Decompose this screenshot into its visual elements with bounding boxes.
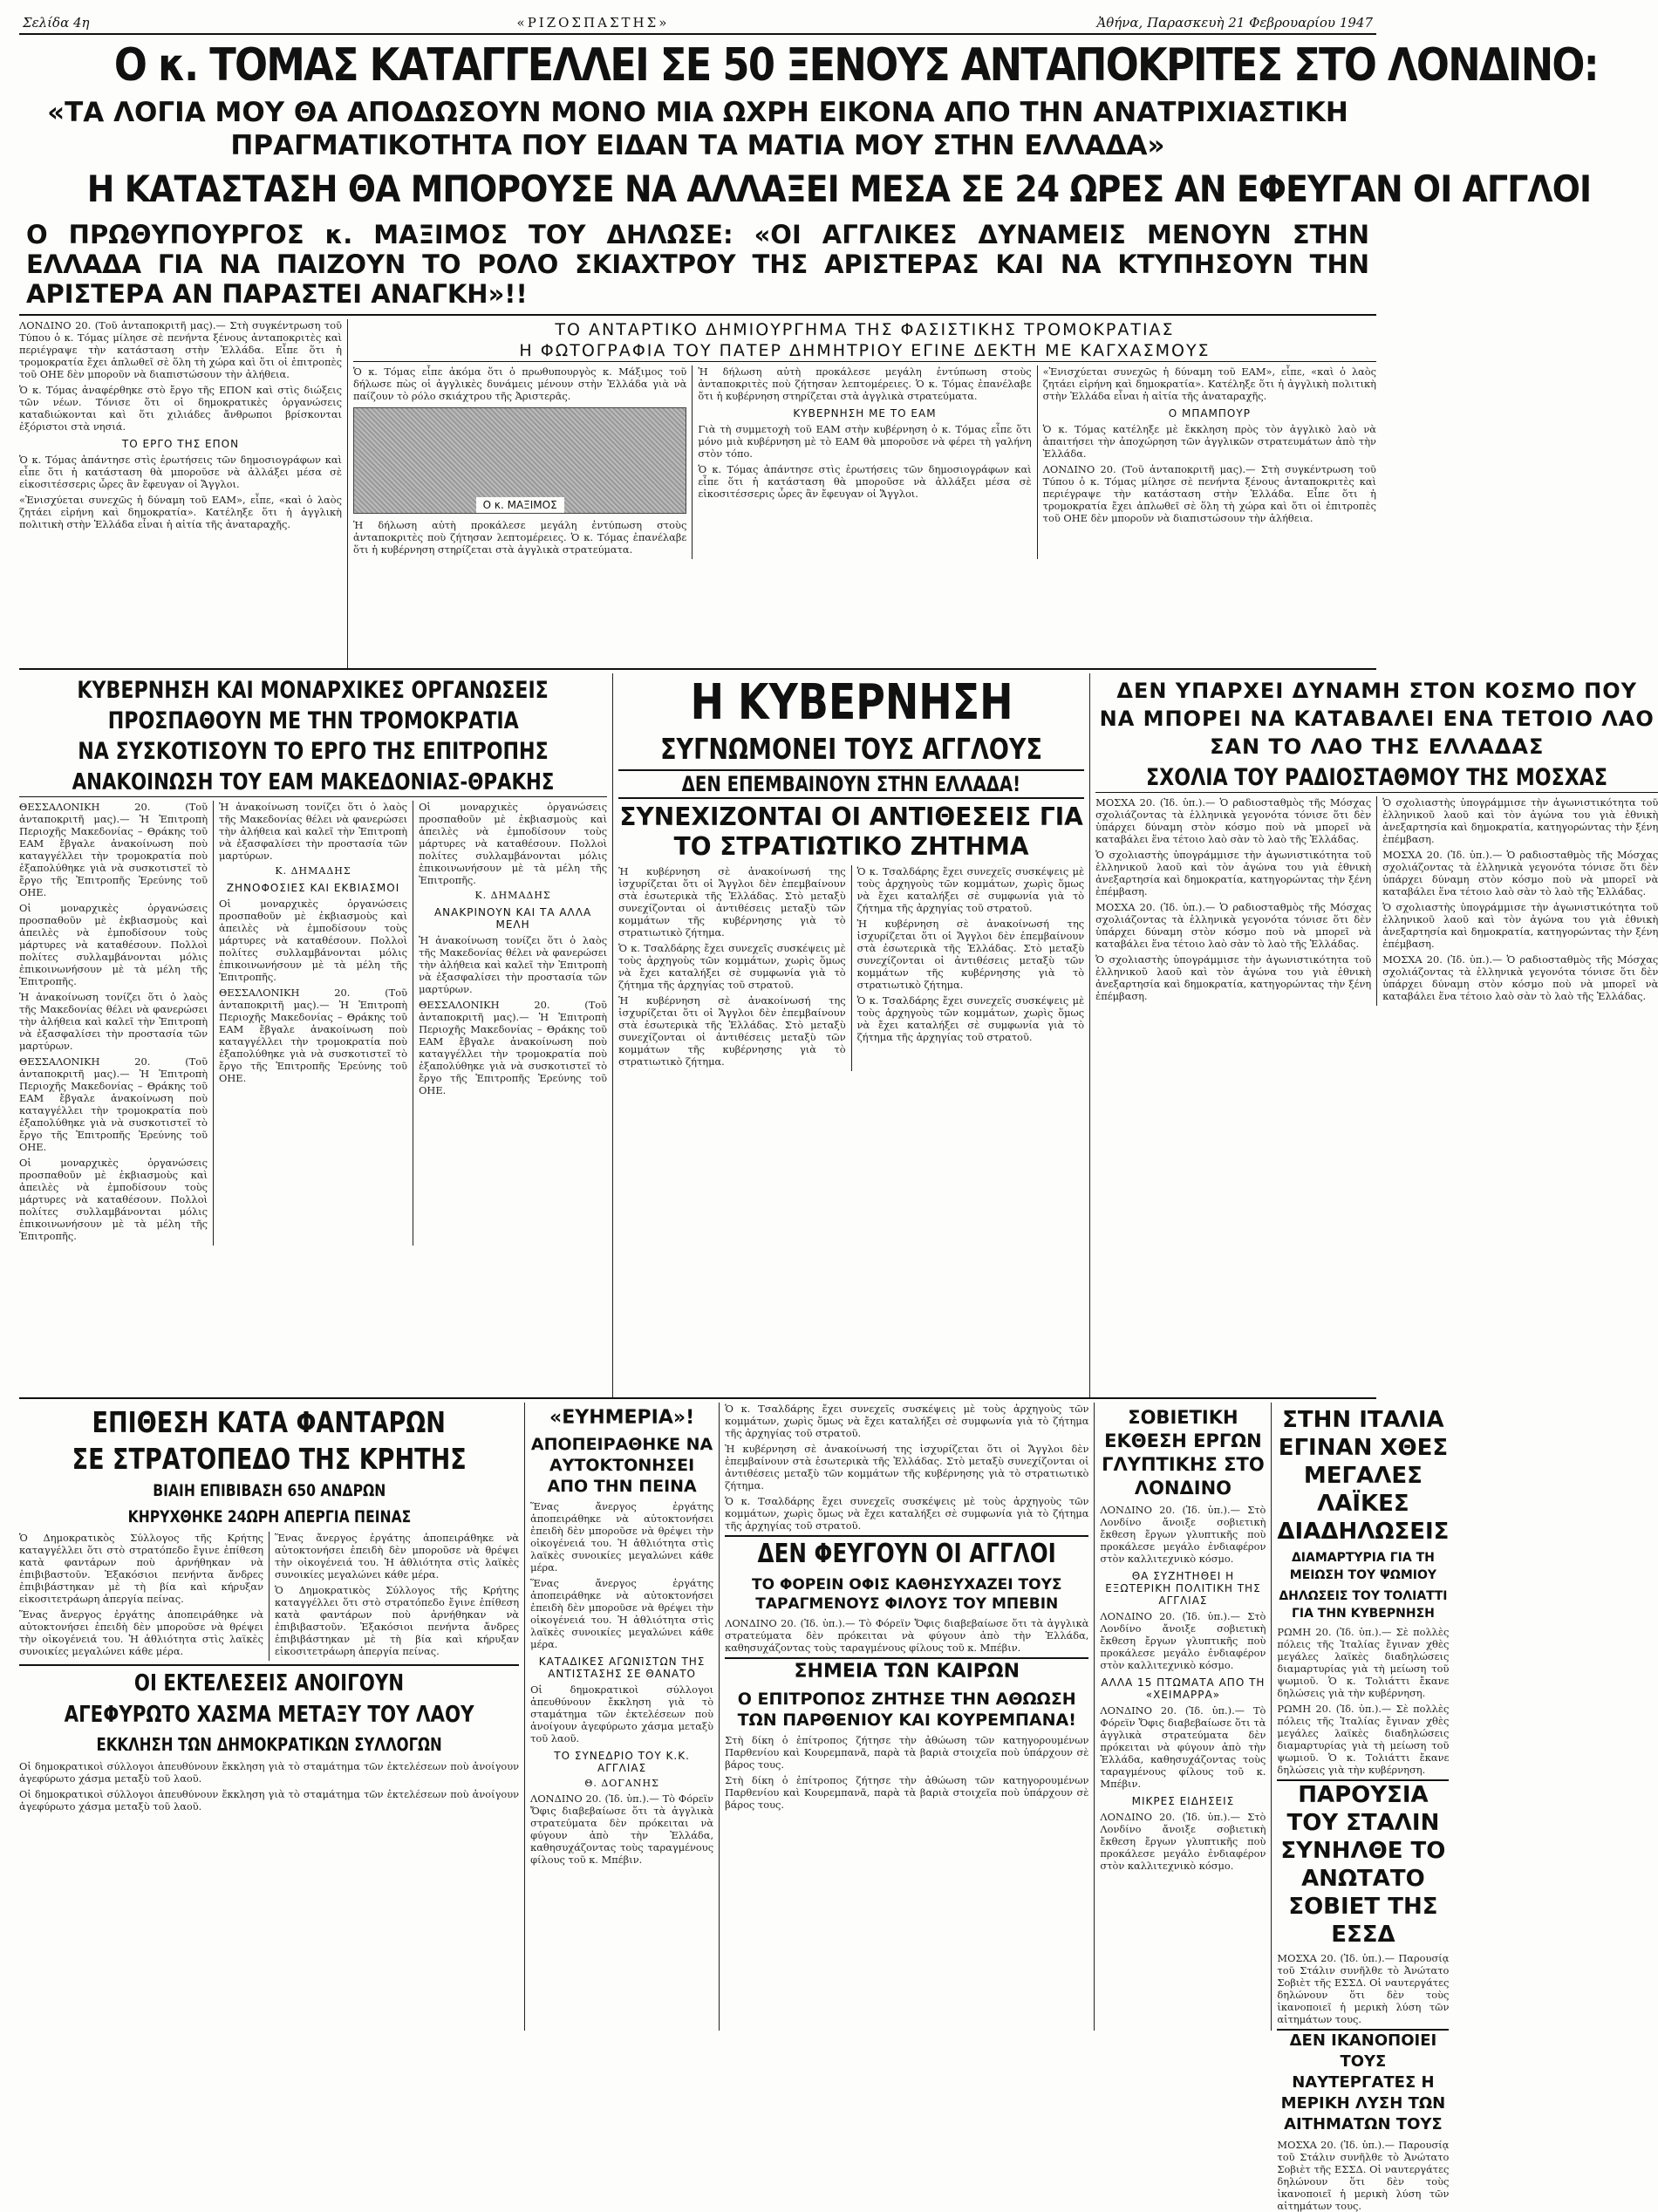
lead-subheadline-maximos: Ο ΠΡΩΘΥΠΟΥΡΓΟΣ κ. ΜΑΞΙΜΟΣ ΤΟΥ ΔΗΛΩΣΕ: «ΟΙ ΑΓΓΛΙΚΕΣ ΔΥΝΑΜΕΙΣ ΜΕΝΟΥΝ ΣΤΗΝ ΕΛΛΑΔΑ ΓΙΑ ΝΑ ΠΑΙΖΟΥΝ ΤΟ ΡΟΛΟ ΣΚΙΑΧΤΡΟΥ ΤΗΣ ΑΡΙΣΤΕΡΑΣ ΚΑΙ ΝΑ ΚΤΥΠΗΣΟΥΝ ΤΗΝ ΑΡΙΣΤΕΡΑ ΑΝ ΠΑΡΑΣΤΕΙ ΑΝΑΓΚΗ»!! <box>26 220 1369 309</box>
lead-inner-row <box>353 365 1376 559</box>
subhead-kke: ΚΥΒΕΡΝΗΣΗ ΜΕ ΤΟ ΕΑΜ <box>793 407 937 420</box>
article-paragraph: ΛΟΝΔΙΝΟ 20. (Ἰδ. ὑπ.).— Στὸ Λονδίνο ἄνοιξε σοβιετικὴ ἔκθεση ἔργων γλυπτικῆς ποὺ προκάλεσε μεγάλο ἐνδιαφέρον στὸν καλλιτεχνικὸ κόσμο. <box>1100 1504 1266 1565</box>
moscow-col-1 <box>1095 796 1371 1006</box>
article-paragraph: Στὴ δίκη ὁ ἐπίτροπος ζήτησε τὴν ἀθώωση τῶν κατηγορουμένων Παρθενίου καὶ Κουρεμπανᾶ, παρὰ τὰ βαριὰ στοιχεῖα ποὺ ὑπάρχουν σὲ βάρος τους. <box>725 1734 1089 1771</box>
article-paragraph: ΜΟΣΧΑ 20. (Ἰδ. ὑπ.).— Ὁ ραδιοσταθμὸς τῆς Μόσχας σχολιάζοντας τὰ ἑλληνικὰ γεγονότα τόνισε ὅτι δὲν ὑπάρχει δύναμη στὸν κόσμο ποὺ νὰ μπορεῖ νὰ καταβάλει ἕνα τέτοιο λαὸ σὰν τὸ λαὸ τῆς Ἑλλάδας. <box>1095 901 1372 950</box>
lead-col-3 <box>692 365 1031 559</box>
article-subheadline-2: ΔΗΛΩΣΕΙΣ ΤΟΥ ΤΟΛΙΑΤΤΙ ΓΙΑ ΤΗΝ ΚΥΒΕΡΝΗΣΗ <box>1279 1589 1448 1621</box>
article-paragraph: ΘΕΣΣΑΛΟΝΙΚΗ 20. (Τοῦ ἀνταποκριτῆ μας).— Ἡ Ἐπιτροπὴ Περιοχῆς Μακεδονίας – Θράκης τοῦ ΕΑΜ ἔβγαλε ἀνακοίνωση ποὺ καταγγέλλει τὴν τρομοκρατία ποὺ ἐξαπολύθηκε γιὰ νὰ συσκοτιστεῖ τὸ ἔργο τῆς Ἐπιτροπῆς Ἐρεύνης τοῦ ΟΗΕ. <box>419 999 608 1096</box>
article-headline: Η ΚΥΒΕΡΝΗΣΗ <box>690 674 1013 731</box>
subhead-cheimarra: ΑΛΛΑ 15 ΠΤΩΜΑΤΑ ΑΠΟ ΤΗ «ΧΕΙΜΑΡΡΑ» <box>1101 1676 1266 1701</box>
article-headline: ΟΙ ΕΚΤΕΛΕΣΕΙΣ ΑΝΟΙΓΟΥΝ <box>133 1670 405 1697</box>
article-paragraph: Ἕνας ἄνεργος ἐργάτης ἀποπειράθηκε νὰ αὐτοκτονήσει ἐπειδὴ δὲν μποροῦσε νὰ θρέψει τὴν οἰκογένειά του. Ἡ ἀθλιότητα στὶς λαϊκὲς συνοικίες μεγαλώνει κάθε μέρα. <box>530 1577 714 1650</box>
lead-col-2 <box>353 365 686 559</box>
article-headline: ΔΕΝ ΥΠΑΡΧΕΙ ΔΥΝΑΜΗ ΣΤΟΝ ΚΟΣΜΟ ΠΟΥ ΝΑ ΜΠΟΡΕΙ ΝΑ ΚΑΤΑΒΑΛΕΙ ΕΝΑ ΤΕΤΟΙΟ ΛΑΟ ΣΑΝ ΤΟ ΛΑΟ ΤΗΣ ΕΛΛΑΔΑΣ <box>1099 679 1655 759</box>
article-paragraph: ΡΩΜΗ 20. (Ἰδ. ὑπ.).— Σὲ πολλὲς πόλεις τῆς Ἰταλίας ἔγιναν χθὲς μεγάλες λαϊκὲς διαδηλώσεις διαμαρτυρίας γιὰ τὴ μείωση τοῦ ψωμιοῦ. Ὁ κ. Τολιάττι ἔκανε δηλώσεις γιὰ τὴν κυβέρνηση. <box>1277 1703 1450 1776</box>
eam-col-2 <box>213 801 407 1246</box>
article-signature: Θ. ΔΟΓΑΝΗΣ <box>584 1778 659 1789</box>
article-paragraph: ΘΕΣΣΑΛΟΝΙΚΗ 20. (Τοῦ ἀνταποκριτῆ μας).— Ἡ Ἐπιτροπὴ Περιοχῆς Μακεδονίας – Θράκης τοῦ ΕΑΜ ἔβγαλε ἀνακοίνωση ποὺ καταγγέλλει τὴν τρομοκρατία ποὺ ἐξαπολύθηκε γιὰ νὰ συσκοτιστεῖ τὸ ἔργο τῆς Ἐπιτροπῆς Ἐρεύνης τοῦ ΟΗΕ. <box>19 1055 208 1153</box>
subhead-epon: ΤΟ ΕΡΓΟ ΤΗΣ ΕΠΟΝ <box>121 438 240 450</box>
article-executions <box>19 1664 519 1813</box>
article-crete <box>19 1403 519 2031</box>
article-headline: ΕΠΙΘΕΣΗ ΚΑΤΑ ΦΑΝΤΑΡΩΝ <box>92 1405 447 1439</box>
article-paragraph: Ἡ κυβέρνηση σὲ ἀνακοίνωσή της ἰσχυρίζεται ὅτι οἱ Ἄγγλοι δὲν ἐπεμβαίνουν στὰ ἐσωτερικὰ τῆς Ἑλλάδας. Στὸ μεταξὺ συνεχίζονται οἱ ἀντιθέσεις μεταξὺ τῶν κομμάτων τῆς κυβέρνησης γιὰ τὸ στρατιωτικὸ ζήτημα. <box>618 865 846 939</box>
article-signature: Κ. ΔΗΜΑΔΗΣ <box>275 865 351 877</box>
government-col-2 <box>851 865 1085 1071</box>
photo-caption: Ο κ. ΜΑΞΙΜΟΣ <box>476 497 564 513</box>
crete-col-1 <box>19 1532 263 1661</box>
article-headline: ΚΥΒΕΡΝΗΣΗ ΚΑΙ ΜΟΝΑΡΧΙΚΕΣ ΟΡΓΑΝΩΣΕΙΣ <box>77 677 549 704</box>
article-signature: Κ. ΔΗΜΑΔΗΣ <box>474 890 551 901</box>
article-paragraph: Ὁ κ. Τσαλδάρης ἔχει συνεχεῖς συσκέψεις μὲ τοὺς ἀρχηγοὺς τῶν κομμάτων, χωρὶς ὅμως νὰ ἔχει καταλήξει σὲ συμφωνία γιὰ τὸ ζήτημα τῆς ἀρχηγίας τοῦ στρατοῦ. <box>856 994 1085 1043</box>
article-headline: ΣΤΗΝ ΙΤΑΛΙΑ ΕΓΙΝΑΝ ΧΘΕΣ ΜΕΓΑΛΕΣ ΛΑΪΚΕΣ ΔΙΑΔΗΛΩΣΕΙΣ <box>1277 1407 1450 1545</box>
article-subheadline: ΔΙΑΜΑΡΤΥΡΙΑ ΓΙΑ ΤΗ ΜΕΙΩΣΗ ΤΟΥ ΨΩΜΙΟΥ <box>1289 1551 1436 1582</box>
article-evimeria <box>524 1403 713 2031</box>
lead-col-right <box>347 319 1376 668</box>
article-paragraph: ΜΟΣΧΑ 20. (Ἰδ. ὑπ.).— Ὁ ραδιοσταθμὸς τῆς Μόσχας σχολιάζοντας τὰ ἑλληνικὰ γεγονότα τόνισε ὅτι δὲν ὑπάρχει δύναμη στὸν κόσμο ποὺ νὰ μπορεῖ νὰ καταβάλει ἕνα τέτοιο λαὸ σὰν τὸ λαὸ τῆς Ἑλλάδας. <box>1382 849 1658 898</box>
photo-heading: ΤΟ ΑΝΤΑΡΤΙΚΟ ΔΗΜΙΟΥΡΓΗΜΑ ΤΗΣ ΦΑΣΙΣΤΙΚΗΣ ΤΡΟΜΟΚΡΑΤΙΑΣ <box>555 320 1175 339</box>
article-paragraph: Ὁ σχολιαστὴς ὑπογράμμισε τὴν ἀγωνιστικότητα τοῦ ἑλληνικοῦ λαοῦ καὶ τὸν ἀγώνα του γιὰ ἐθνικὴ ἀνεξαρτησία καὶ δημοκρατία, κατηγορώντας τὴν ξένη ἐπέμβαση. <box>1095 953 1372 1002</box>
article-paragraph: Ἡ κυβέρνηση σὲ ἀνακοίνωσή της ἰσχυρίζεται ὅτι οἱ Ἄγγλοι δὲν ἐπεμβαίνουν στὰ ἐσωτερικὰ τῆς Ἑλλάδας. Στὸ μεταξὺ συνεχίζονται οἱ ἀντιθέσεις μεταξὺ τῶν κομμάτων τῆς κυβέρνησης γιὰ τὸ στρατιωτικὸ ζήτημα. <box>618 994 846 1068</box>
lead-paragraph: Ὁ κ. Τόμας ἀπάντησε στὶς ἐρωτήσεις τῶν δημοσιογράφων καὶ εἶπε ὅτι ἡ κατάσταση θὰ μποροῦσε νὰ ἀλλάξει μέσα σὲ εἰκοσιτέσσερις ὧρες ἂν ἔφευγαν οἱ Ἄγγλοι. <box>19 454 342 490</box>
crete-col-2 <box>269 1532 519 1661</box>
article-headline-stalin: ΠΑΡΟΥΣΙΑ ΤΟΥ ΣΤΑΛΙΝ ΣΥΝΗΛΘΕ ΤΟ ΑΝΩΤΑΤΟ ΣΟΒΙΕΤ ΤΗΣ ΕΣΣΔ <box>1277 1779 1449 1949</box>
article-paragraph: Ὁ κ. Τσαλδάρης ἔχει συνεχεῖς συσκέψεις μὲ τοὺς ἀρχηγοὺς τῶν κομμάτων, χωρὶς ὅμως νὰ ἔχει καταλήξει σὲ συμφωνία γιὰ τὸ ζήτημα τῆς ἀρχηγίας τοῦ στρατοῦ. <box>618 942 846 991</box>
article-paragraph: ΛΟΝΔΙΝΟ 20. (Ἰδ. ὑπ.).— Στὸ Λονδίνο ἄνοιξε σοβιετικὴ ἔκθεση ἔργων γλυπτικῆς ποὺ προκάλεσε μεγάλο ἐνδιαφέρον στὸν καλλιτεχνικὸ κόσμο. <box>1100 1811 1266 1872</box>
lead-paragraph: Γιὰ τὴ συμμετοχὴ τοῦ ΕΑΜ στὴν κυβέρνηση ὁ κ. Τόμας εἶπε ὅτι μόνο μιὰ κυβέρνηση μὲ τὸ ΕΑΜ θὰ μποροῦσε νὰ φέρει τὴ γαλήνη στὸν τόπο. <box>698 423 1032 460</box>
article-government <box>612 673 1084 1397</box>
article-paragraph: Ἡ ἀνακοίνωση τονίζει ὅτι ὁ λαὸς τῆς Μακεδονίας θέλει νὰ φανερώσει τὴν ἀλήθεια καὶ καλεῖ τὴν Ἐπιτροπὴ νὰ ἐξασφαλίσει τὴν προστασία τῶν μαρτύρων. <box>419 934 608 995</box>
article-headline: «ΕΥΗΜΕΡΙΑ»! <box>549 1407 695 1429</box>
article-paragraph: Οἱ μοναρχικὲς ὀργανώσεις προσπαθοῦν μὲ ἐκβιασμοὺς καὶ ἀπειλὲς νὰ ἐμποδίσουν τοὺς μάρτυρες νὰ καταθέσουν. Πολλοὶ πολίτες συλλαμβάνονται μόλις ἐπικοινωνήσουν μὲ τὰ μέλη τῆς Ἐπιτροπῆς. <box>219 898 408 983</box>
article-paragraph: Ὁ κ. Τσαλδάρης ἔχει συνεχεῖς συσκέψεις μὲ τοὺς ἀρχηγοὺς τῶν κομμάτων, χωρὶς ὅμως νὰ ἔχει καταλήξει σὲ συμφωνία γιὰ τὸ ζήτημα τῆς ἀρχηγίας τοῦ στρατοῦ. <box>725 1403 1089 1439</box>
article-paragraph: Στὴ δίκη ὁ ἐπίτροπος ζήτησε τὴν ἀθώωση τῶν κατηγορουμένων Παρθενίου καὶ Κουρεμπανᾶ, παρὰ τὰ βαριὰ στοιχεῖα ποὺ ὑπάρχουν σὲ βάρος τους. <box>725 1774 1089 1811</box>
article-subheadline: ΕΚΚΛΗΣΗ ΤΩΝ ΔΗΜΟΚΡΑΤΙΚΩΝ ΣΥΛΛΟΓΩΝ <box>96 1734 442 1755</box>
photo-heading-2: Η ΦΩΤΟΓΡΑΦΙΑ ΤΟΥ ΠΑΤΕΡ ΔΗΜΗΤΡΙΟΥ ΕΓΙΝΕ ΔΕΚΤΗ ΜΕ ΚΑΓΧΑΣΜΟΥΣ <box>353 340 1376 362</box>
article-eam-macedonia <box>19 673 607 1397</box>
lead-paragraph: Ὁ κ. Τόμας ἀναφέρθηκε στὸ ἔργο τῆς ΕΠΟΝ καὶ στὶς διώξεις τῶν νέων. Τόνισε ὅτι οἱ δημοκρατικὲς ὀργανώσεις καταδιώκονται καὶ ὅτι χιλιάδες ἄνθρωποι βρίσκονται ἐξόριστοι στὰ νησιά. <box>19 384 342 433</box>
article-paragraph: Ὁ κ. Τσαλδάρης ἔχει συνεχεῖς συσκέψεις μὲ τοὺς ἀρχηγοὺς τῶν κομμάτων, χωρὶς ὅμως νὰ ἔχει καταλήξει σὲ συμφωνία γιὰ τὸ ζήτημα τῆς ἀρχηγίας τοῦ στρατοῦ. <box>856 865 1085 914</box>
lower-section <box>19 1397 1450 2212</box>
article-paragraph: ΘΕΣΣΑΛΟΝΙΚΗ 20. (Τοῦ ἀνταποκριτῆ μας).— Ἡ Ἐπιτροπὴ Περιοχῆς Μακεδονίας – Θράκης τοῦ ΕΑΜ ἔβγαλε ἀνακοίνωση ποὺ καταγγέλλει τὴν τρομοκρατία ποὺ ἐξαπολύθηκε γιὰ νὰ συσκοτιστεῖ τὸ ἔργο τῆς Ἐπιτροπῆς Ἐρεύνης τοῦ ΟΗΕ. <box>219 987 408 1084</box>
moscow-col-2 <box>1376 796 1658 1006</box>
newspaper-page <box>19 9 1658 2212</box>
subhead-threats: ΖΗΝΟΦΟΣΙΕΣ ΚΑΙ ΕΚΒΙΑΣΜΟΙ <box>226 882 400 894</box>
article-paragraph: ΜΟΣΧΑ 20. (Ἰδ. ὑπ.).— Παρουσίᾳ τοῦ Στάλιν συνῆλθε τὸ Ἀνώτατο Σοβιὲτ τῆς ΕΣΣΔ. Οἱ ναυτεργάτες δηλώνουν ὅτι δὲν τοὺς ἱκανοποιεῖ ἡ μερικὴ λύση τῶν αἰτημάτων τους. <box>1277 1952 1450 2025</box>
article-headline-2: ΣΕ ΣΤΡΑΤΟΠΕΔΟ ΤΗΣ ΚΡΗΤΗΣ <box>72 1442 467 1476</box>
article-paragraph: ΜΟΣΧΑ 20. (Ἰδ. ὑπ.).— Παρουσίᾳ τοῦ Στάλιν συνῆλθε τὸ Ἀνώτατο Σοβιὲτ τῆς ΕΣΣΔ. Οἱ ναυτεργάτες δηλώνουν ὅτι δὲν τοὺς ἱκανοποιεῖ ἡ μερικὴ λύση τῶν αἰτημάτων τους. <box>1277 2139 1450 2212</box>
lead-headline: Ο κ. ΤΟΜΑΣ ΚΑΤΑΓΓΕΛΛΕΙ ΣΕ 50 ΞΕΝΟΥΣ ΑΝΤΑΠΟΚΡΙΤΕΣ ΣΤΟ ΛΟΝΔΙΝΟ: <box>113 39 1598 92</box>
article-moscow-radio <box>1089 673 1658 1397</box>
article-paragraph: Οἱ δημοκρατικοὶ σύλλογοι ἀπευθύνουν ἔκκληση γιὰ τὸ σταμάτημα τῶν ἐκτελέσεων ποὺ ἀνοίγουν ἀγεφύρωτο χάσμα μεταξὺ τοῦ λαοῦ. <box>530 1683 714 1744</box>
issue-date: Ἀθήνα, Παρασκευὴ 21 Φεβρουαρίου 1947 <box>1096 15 1373 31</box>
lead-paragraph: Ὁ κ. Τόμας κατέληξε μὲ ἔκκληση πρὸς τὸν ἀγγλικὸ λαὸ νὰ ἀπαιτήσει τὴν ἀποχώρηση τῶν ἀγγλικῶν στρατευμάτων ἀπὸ τὴν Ἑλλάδα. <box>1042 423 1376 460</box>
article-paragraph: ΜΟΣΧΑ 20. (Ἰδ. ὑπ.).— Ὁ ραδιοσταθμὸς τῆς Μόσχας σχολιάζοντας τὰ ἑλληνικὰ γεγονότα τόνισε ὅτι δὲν ὑπάρχει δύναμη στὸν κόσμο ποὺ νὰ μπορεῖ νὰ καταβάλει ἕνα τέτοιο λαὸ σὰν τὸ λαὸ τῆς Ἑλλάδας. <box>1382 953 1658 1002</box>
article-paragraph: Ὁ σχολιαστὴς ὑπογράμμισε τὴν ἀγωνιστικότητα τοῦ ἑλληνικοῦ λαοῦ καὶ τὸν ἀγώνα του γιὰ ἐθνικὴ ἀνεξαρτησία καὶ δημοκρατία, κατηγορώντας τὴν ξένη ἐπέμβαση. <box>1382 901 1658 950</box>
lead-paragraph: Ἡ δήλωση αὐτὴ προκάλεσε μεγάλη ἐντύπωση στοὺς ἀνταποκριτὲς ποὺ ζήτησαν λεπτομέρειες. Ὁ κ. Τόμας ἐπανέλαβε ὅτι ἡ κυβέρνηση στηρίζεται στὰ ἀγγλικὰ στρατεύματα. <box>353 519 687 556</box>
article-paragraph: Οἱ μοναρχικὲς ὀργανώσεις προσπαθοῦν μὲ ἐκβιασμοὺς καὶ ἀπειλὲς νὰ ἐμποδίσουν τοὺς μάρτυρες νὰ καταθέσουν. Πολλοὶ πολίτες συλλαμβάνονται μόλις ἐπικοινωνήσουν μὲ τὰ μέλη τῆς Ἐπιτροπῆς. <box>19 902 208 987</box>
article-subheadline: ΣΥΝΕΧΙΖΟΝΤΑΙ ΟΙ ΑΝΤΙΘΕΣΕΙΣ ΓΙΑ ΤΟ ΣΤΡΑΤΙΩΤΙΚΟ ΖΗΤΗΜΑ <box>619 802 1083 861</box>
lead-col-4 <box>1037 365 1376 559</box>
government-columns <box>618 865 1084 1071</box>
subhead-congress: ΤΟ ΣΥΝΕΔΡΙΟ ΤΟΥ Κ.Κ. ΑΓΓΛΙΑΣ <box>554 1750 690 1774</box>
photo-maximos <box>353 407 686 514</box>
moscow-columns <box>1095 796 1658 1006</box>
government-col-1 <box>618 865 846 1071</box>
subhead-sentences: ΚΑΤΑΔΙΚΕΣ ΑΓΩΝΙΣΤΩΝ ΤΗΣ ΑΝΤΙΣΤΑΣΗΣ ΣΕ ΘΑΝΑΤΟ <box>538 1656 706 1680</box>
article-headline-2: ΑΓΕΦΥΡΩΤΟ ΧΑΣΜΑ ΜΕΤΑΞΥ ΤΟΥ ΛΑΟΥ <box>64 1702 474 1728</box>
article-paragraph: ΛΟΝΔΙΝΟ 20. (Ἰδ. ὑπ.).— Στὸ Λονδίνο ἄνοιξε σοβιετικὴ ἔκθεση ἔργων γλυπτικῆς ποὺ προκάλεσε μεγάλο ἐνδιαφέρον στὸν καλλιτεχνικὸ κόσμο. <box>1100 1610 1266 1671</box>
lead-paragraph: ΛΟΝΔΙΝΟ 20. (Τοῦ ἀνταποκριτῆ μας).— Στὴ συγκέντρωση τοῦ Τύπου ὁ κ. Τόμας μίλησε σὲ πενήντα ξένους ἀνταποκριτὲς καὶ περιέγραψε τὴν κατάσταση στὴν Ἑλλάδα. Εἶπε ὅτι ἡ τρομοκρατία ἔχει ἁπλωθεῖ σὲ ὅλη τὴ χώρα καὶ ὅτι οἱ ἐπιτροπὲς τοῦ ΟΗΕ δὲν μποροῦν νὰ διαπιστώσουν τὴν ἀλήθεια. <box>19 319 342 380</box>
article-paragraph: Ὁ κ. Τσαλδάρης ἔχει συνεχεῖς συσκέψεις μὲ τοὺς ἀρχηγοὺς τῶν κομμάτων, χωρὶς ὅμως νὰ ἔχει καταλήξει σὲ συμφωνία γιὰ τὸ ζήτημα τῆς ἀρχηγίας τοῦ στρατοῦ. <box>725 1495 1089 1532</box>
article-headline-seamen: ΔΕΝ ΙΚΑΝΟΠΟΙΕΙ ΤΟΥΣ ΝΑΥΤΕΡΓΑΤΕΣ Η ΜΕΡΙΚΗ ΛΥΣΗ ΤΩΝ ΑΙΤΗΜΑΤΩΝ ΤΟΥΣ <box>1277 2029 1449 2135</box>
lead-paragraph: Ὁ κ. Τόμας εἶπε ἀκόμα ὅτι ὁ πρωθυπουργὸς κ. Μάξιμος τοῦ δήλωσε πὼς οἱ ἀγγλικὲς δυνάμεις μένουν στὴν Ἑλλάδα γιὰ νὰ παίζουν τὸ ρόλο σκιάχτρου τῆς Ἀριστερᾶς. <box>353 365 687 402</box>
article-headline-2: ΣΥΓΝΩΜΟΝΕΙ ΤΟΥΣ ΑΓΓΛΟΥΣ <box>660 732 1043 766</box>
lead-paragraph: ΛΟΝΔΙΝΟ 20. (Τοῦ ἀνταποκριτῆ μας).— Στὴ συγκέντρωση τοῦ Τύπου ὁ κ. Τόμας μίλησε σὲ πενήντα ξένους ἀνταποκριτὲς καὶ περιέγραψε τὴν κατάσταση στὴν Ἑλλάδα. Εἶπε ὅτι ἡ τρομοκρατία ἔχει ἁπλωθεῖ σὲ ὅλη τὴ χώρα καὶ ὅτι οἱ ἐπιτροπὲς τοῦ ΟΗΕ δὲν μποροῦν νὰ διαπιστώσουν τὴν ἀλήθεια. <box>1042 463 1376 524</box>
article-subheadline: ΑΠΟΠΕΙΡΑΘΗΚΕ ΝΑ ΑΥΤΟΚΤΟΝΗΣΕΙ ΑΠΟ ΤΗΝ ΠΕΙΝΑ <box>530 1435 713 1496</box>
middle-section <box>19 668 1658 1397</box>
article-paragraph: ΛΟΝΔΙΝΟ 20. (Ἰδ. ὑπ.).— Τὸ Φόρεϊν Ὄφις διαβεβαίωσε ὅτι τὰ ἀγγλικὰ στρατεύματα δὲν πρόκειται νὰ φύγουν ἀπὸ τὴν Ἑλλάδα, καθησυχάζοντας τοὺς ταραγμένους φίλους τοῦ κ. Μπέβιν. <box>725 1617 1089 1654</box>
eam-columns <box>19 801 607 1246</box>
article-paragraph: Οἱ μοναρχικὲς ὀργανώσεις προσπαθοῦν μὲ ἐκβιασμοὺς καὶ ἀπειλὲς νὰ ἐμποδίσουν τοὺς μάρτυρες νὰ καταθέσουν. Πολλοὶ πολίτες συλλαμβάνονται μόλις ἐπικοινωνήσουν μὲ τὰ μέλη τῆς Ἐπιτροπῆς. <box>19 1157 208 1242</box>
article-paragraph: Ἡ ἀνακοίνωση τονίζει ὅτι ὁ λαὸς τῆς Μακεδονίας θέλει νὰ φανερώσει τὴν ἀλήθεια καὶ καλεῖ τὴν Ἐπιτροπὴ νὰ ἐξασφαλίσει τὴν προστασία τῶν μαρτύρων. <box>219 801 408 862</box>
article-paragraph: Ὁ σχολιαστὴς ὑπογράμμισε τὴν ἀγωνιστικότητα τοῦ ἑλληνικοῦ λαοῦ καὶ τὸν ἀγώνα του γιὰ ἐθνικὴ ἀνεξαρτησία καὶ δημοκρατία, κατηγορώντας τὴν ξένη ἐπέμβαση. <box>1095 849 1372 898</box>
article-paragraph: Ἡ κυβέρνηση σὲ ἀνακοίνωσή της ἰσχυρίζεται ὅτι οἱ Ἄγγλοι δὲν ἐπεμβαίνουν στὰ ἐσωτερικὰ τῆς Ἑλλάδας. Στὸ μεταξὺ συνεχίζονται οἱ ἀντιθέσεις μεταξὺ τῶν κομμάτων τῆς κυβέρνησης γιὰ τὸ στρατιωτικὸ ζήτημα. <box>856 918 1085 991</box>
article-soviet-exhibition <box>1094 1403 1266 2031</box>
lead-paragraph: «Ἐνισχύεται συνεχῶς ἡ δύναμη τοῦ ΕΑΜ», εἶπε, «καὶ ὁ λαὸς ζητάει εἰρήνη καὶ δημοκρατία». Κατέληξε ὅτι ἡ ἀγγλικὴ πολιτικὴ στὴν Ἑλλάδα εἶναι ἡ αἰτία τῆς ἀναταραχῆς. <box>19 494 342 530</box>
article-paragraph: Οἱ δημοκρατικοὶ σύλλογοι ἀπευθύνουν ἔκκληση γιὰ τὸ σταμάτημα τῶν ἐκτελέσεων ποὺ ἀνοίγουν ἀγεφύρωτο χάσμα μεταξὺ τοῦ λαοῦ. <box>19 1760 520 1785</box>
article-paragraph: Ἡ κυβέρνηση σὲ ἀνακοίνωσή της ἰσχυρίζεται ὅτι οἱ Ἄγγλοι δὲν ἐπεμβαίνουν στὰ ἐσωτερικὰ τῆς Ἑλλάδας. Στὸ μεταξὺ συνεχίζονται οἱ ἀντιθέσεις μεταξὺ τῶν κομμάτων τῆς κυβέρνησης γιὰ τὸ στρατιωτικὸ ζήτημα. <box>725 1443 1089 1492</box>
paper-name: «ΡΙΖΟΣΠΑΣΤΗΣ» <box>516 15 670 31</box>
article-paragraph: Ἡ ἀνακοίνωση τονίζει ὅτι ὁ λαὸς τῆς Μακεδονίας θέλει νὰ φανερώσει τὴν ἀλήθεια καὶ καλεῖ τὴν Ἐπιτροπὴ νὰ ἐξασφαλίσει τὴν προστασία τῶν μαρτύρων. <box>19 991 208 1052</box>
article-paragraph: Ὁ σχολιαστὴς ὑπογράμμισε τὴν ἀγωνιστικότητα τοῦ ἑλληνικοῦ λαοῦ καὶ τὸν ἀγώνα του γιὰ ἐθνικὴ ἀνεξαρτησία καὶ δημοκρατία, κατηγορώντας τὴν ξένη ἐπέμβαση. <box>1382 796 1658 845</box>
article-subheadline: ΤΟ ΦΟΡΕΙΝ ΟΦΙΣ ΚΑΘΗΣΥΧΑΖΕΙ ΤΟΥΣ ΤΑΡΑΓΜΕΝΟΥΣ ΦΙΛΟΥΣ ΤΟΥ ΜΠΕΒΙΝ <box>751 1576 1062 1613</box>
article-paragraph: Οἱ δημοκρατικοὶ σύλλογοι ἀπευθύνουν ἔκκληση γιὰ τὸ σταμάτημα τῶν ἐκτελέσεων ποὺ ἀνοίγουν ἀγεφύρωτο χάσμα μεταξὺ τοῦ λαοῦ. <box>19 1788 520 1813</box>
article-paragraph: ΘΕΣΣΑΛΟΝΙΚΗ 20. (Τοῦ ἀνταποκριτῆ μας).— Ἡ Ἐπιτροπὴ Περιοχῆς Μακεδονίας – Θράκης τοῦ ΕΑΜ ἔβγαλε ἀνακοίνωση ποὺ καταγγέλλει τὴν τρομοκρατία ποὺ ἐξαπολύθηκε γιὰ νὰ συσκοτιστεῖ τὸ ἔργο τῆς Ἐπιτροπῆς Ἐρεύνης τοῦ ΟΗΕ. <box>19 801 208 898</box>
article-paragraph: ΡΩΜΗ 20. (Ἰδ. ὑπ.).— Σὲ πολλὲς πόλεις τῆς Ἰταλίας ἔγιναν χθὲς μεγάλες λαϊκὲς διαδηλώσεις διαμαρτυρίας γιὰ τὴ μείωση τοῦ ψωμιοῦ. Ὁ κ. Τολιάττι ἔκανε δηλώσεις γιὰ τὴν κυβέρνηση. <box>1277 1626 1450 1699</box>
article-headline-3: ΝΑ ΣΥΣΚΟΤΙΣΟΥΝ ΤΟ ΕΡΓΟ ΤΗΣ ΕΠΙΤΡΟΠΗΣ <box>78 738 549 765</box>
article-subheadline: ΣΧΟΛΙΑ ΤΟΥ ΡΑΔΙΟΣΤΑΘΜΟΥ ΤΗΣ ΜΟΣΧΑΣ <box>1146 764 1608 791</box>
masthead <box>19 9 1376 35</box>
article-paragraph: Οἱ μοναρχικὲς ὀργανώσεις προσπαθοῦν μὲ ἐκβιασμοὺς καὶ ἀπειλὲς νὰ ἐμποδίσουν τοὺς μάρτυρες νὰ καταθέσουν. Πολλοὶ πολίτες συλλαμβάνονται μόλις ἐπικοινωνήσουν μὲ τὰ μέλη τῆς Ἐπιτροπῆς. <box>419 801 608 886</box>
article-italy <box>1271 1403 1450 2212</box>
subhead-foreign-policy: ΘΑ ΣΥΖΗΤΗΘΕΙ Η ΕΞΩΤΕΡΙΚΗ ΠΟΛΙΤΙΚΗ ΤΗΣ ΑΓΓΛΙΑΣ <box>1105 1570 1261 1607</box>
subhead-interrogate: ΑΝΑΚΡΙΝΟΥΝ ΚΑΙ ΤΑ ΑΛΛΑ ΜΕΛΗ <box>433 906 592 931</box>
article-subheadline-2: Ο ΕΠΙΤΡΟΠΟΣ ΖΗΤΗΣΕ ΤΗΝ ΑΘΩΩΣΗ ΤΩΝ ΠΑΡΘΕΝΙΟΥ ΚΑΙ ΚΟΥΡΕΜΠΑΝΑ! <box>737 1690 1076 1730</box>
article-paragraph: Ἕνας ἄνεργος ἐργάτης ἀποπειράθηκε νὰ αὐτοκτονήσει ἐπειδὴ δὲν μποροῦσε νὰ θρέψει τὴν οἰκογένειά του. Ἡ ἀθλιότητα στὶς λαϊκὲς συνοικίες μεγαλώνει κάθε μέρα. <box>275 1532 520 1580</box>
article-strap: ΔΕΝ ΕΠΕΜΒΑΙΝΟΥΝ ΣΤΗΝ ΕΛΛΑΔΑ! <box>681 772 1021 796</box>
crete-columns <box>19 1532 519 1661</box>
lead-paragraph: Ἡ δήλωση αὐτὴ προκάλεσε μεγάλη ἐντύπωση στοὺς ἀνταποκριτὲς ποὺ ζήτησαν λεπτομέρειες. Ὁ κ. Τόμας ἐπανέλαβε ὅτι ἡ κυβέρνηση στηρίζεται στὰ ἀγγλικὰ στρατεύματα. <box>698 365 1032 402</box>
article-paragraph: Ὁ Δημοκρατικὸς Σύλλογος τῆς Κρήτης καταγγέλλει ὅτι στὸ στρατόπεδο ἔγινε ἐπίθεση κατὰ φαντάρων ποὺ ἀρνήθηκαν νὰ ἐπιβιβαστοῦν. Ἑξακόσιοι πενήντα ἄνδρες ἐπιβιβάστηκαν μὲ τὴ βία καὶ κήρυξαν εἰκοσιτετράωρη ἀπεργία πείνας. <box>275 1584 520 1657</box>
page-number: Σελίδα 4η <box>23 15 90 31</box>
subhead-short-news: ΜΙΚΡΕΣ ΕΙΔΗΣΕΙΣ <box>1131 1795 1235 1807</box>
lead-paragraph: «Ἐνισχύεται συνεχῶς ἡ δύναμη τοῦ ΕΑΜ», εἶπε, «καὶ ὁ λαὸς ζητάει εἰρήνη καὶ δημοκρατία». Κατέληξε ὅτι ἡ ἀγγλικὴ πολιτικὴ στὴν Ἑλλάδα εἶναι ἡ αἰτία τῆς ἀναταραχῆς. <box>1042 365 1376 402</box>
article-paragraph: ΛΟΝΔΙΝΟ 20. (Ἰδ. ὑπ.).— Τὸ Φόρεϊν Ὄφις διαβεβαίωσε ὅτι τὰ ἀγγλικὰ στρατεύματα δὲν πρόκειται νὰ φύγουν ἀπὸ τὴν Ἑλλάδα, καθησυχάζοντας τοὺς ταραγμένους φίλους τοῦ κ. Μπέβιν. <box>1100 1704 1266 1790</box>
lead-col-1 <box>19 319 342 668</box>
article-headline: ΔΕΝ ΦΕΥΓΟΥΝ ΟΙ ΑΓΓΛΟΙ <box>757 1539 1056 1569</box>
article-subheadline: ΑΝΑΚΟΙΝΩΣΗ ΤΟΥ ΕΑΜ ΜΑΚΕΔΟΝΙΑΣ-ΘΡΑΚΗΣ <box>72 769 555 795</box>
subhead-baboor: Ο ΜΠΑΜΠΟΥΡ <box>1168 407 1251 420</box>
lead-subheadline-24h: Η ΚΑΤΑΣΤΑΣΗ ΘΑ ΜΠΟΡΟΥΣΕ ΝΑ ΑΛΛΑΞΕΙ ΜΕΣΑ ΣΕ 24 ΩΡΕΣ ΑΝ ΕΦΕΥΓΑΝ ΟΙ ΑΓΓΛΟΙ <box>86 167 1592 210</box>
lead-paragraph: Ὁ κ. Τόμας ἀπάντησε στὶς ἐρωτήσεις τῶν δημοσιογράφων καὶ εἶπε ὅτι ἡ κατάσταση θὰ μποροῦσε νὰ ἀλλάξει μέσα σὲ εἰκοσιτέσσερις ὧρες ἂν ἔφευγαν οἱ Ἄγγλοι. <box>698 463 1032 500</box>
article-headline: ΣΟΒΙΕΤΙΚΗ ΕΚΘΕΣΗ ΕΡΓΩΝ ΓΛΥΠΤΙΚΗΣ ΣΤΟ ΛΟΝΔΙΝΟ <box>1102 1407 1265 1499</box>
eam-col-1 <box>19 801 208 1246</box>
article-subheadline-2: ΚΗΡΥΧΘΗΚΕ 24ΩΡΗ ΑΠΕΡΓΙΑ ΠΕΙΝΑΣ <box>127 1507 411 1526</box>
lead-subheadline-quote: «ΤΑ ΛΟΓΙΑ ΜΟΥ ΘΑ ΑΠΟΔΩΣΟΥΝ ΜΟΝΟ ΜΙΑ ΩΧΡΗ ΕΙΚΟΝΑ ΑΠΟ ΤΗΝ ΑΝΑΤΡΙΧΙΑΣΤΙΚΗ ΠΡΑΓΜΑΤΙΚΟΤΗΤΑ ΠΟΥ ΕΙΔΑΝ ΤΑ ΜΑΤΙΑ ΜΟΥ ΣΤΗΝ ΕΛΛΑΔΑ» <box>47 97 1348 161</box>
article-british-stay <box>719 1403 1088 2031</box>
article-paragraph: Ἕνας ἄνεργος ἐργάτης ἀποπειράθηκε νὰ αὐτοκτονήσει ἐπειδὴ δὲν μποροῦσε νὰ θρέψει τὴν οἰκογένειά του. Ἡ ἀθλιότητα στὶς λαϊκὲς συνοικίες μεγαλώνει κάθε μέρα. <box>530 1500 714 1574</box>
article-paragraph: ΜΟΣΧΑ 20. (Ἰδ. ὑπ.).— Ὁ ραδιοσταθμὸς τῆς Μόσχας σχολιάζοντας τὰ ἑλληνικὰ γεγονότα τόνισε ὅτι δὲν ὑπάρχει δύναμη στὸν κόσμο ποὺ νὰ μπορεῖ νὰ καταβάλει ἕνα τέτοιο λαὸ σὰν τὸ λαὸ τῆς Ἑλλάδας. <box>1095 796 1372 845</box>
article-headline-2: ΠΡΟΣΠΑΘΟΥΝ ΜΕ ΤΗΝ ΤΡΟΜΟΚΡΑΤΙΑ <box>107 707 519 734</box>
lead-story <box>19 314 1376 668</box>
article-paragraph: Ἕνας ἄνεργος ἐργάτης ἀποπειράθηκε νὰ αὐτοκτονήσει ἐπειδὴ δὲν μποροῦσε νὰ θρέψει τὴν οἰκογένειά του. Ἡ ἀθλιότητα στὶς λαϊκὲς συνοικίες μεγαλώνει κάθε μέρα. <box>19 1608 264 1657</box>
article-headline-2: ΣΗΜΕΙΑ ΤΩΝ ΚΑΙΡΩΝ <box>725 1657 1088 1685</box>
article-paragraph: ΛΟΝΔΙΝΟ 20. (Ἰδ. ὑπ.).— Τὸ Φόρεϊν Ὄφις διαβεβαίωσε ὅτι τὰ ἀγγλικὰ στρατεύματα δὲν πρόκειται νὰ φύγουν ἀπὸ τὴν Ἑλλάδα, καθησυχάζοντας τοὺς ταραγμένους φίλους τοῦ κ. Μπέβιν. <box>530 1792 714 1866</box>
article-paragraph: Ὁ Δημοκρατικὸς Σύλλογος τῆς Κρήτης καταγγέλλει ὅτι στὸ στρατόπεδο ἔγινε ἐπίθεση κατὰ φαντάρων ποὺ ἀρνήθηκαν νὰ ἐπιβιβαστοῦν. Ἑξακόσιοι πενήντα ἄνδρες ἐπιβιβάστηκαν μὲ τὴ βία καὶ κήρυξαν εἰκοσιτετράωρη ἀπεργία πείνας. <box>19 1532 264 1605</box>
eam-col-3 <box>413 801 607 1246</box>
article-subheadline: ΒΙΑΙΗ ΕΠΙΒΙΒΑΣΗ 650 ΑΝΔΡΩΝ <box>153 1481 386 1500</box>
